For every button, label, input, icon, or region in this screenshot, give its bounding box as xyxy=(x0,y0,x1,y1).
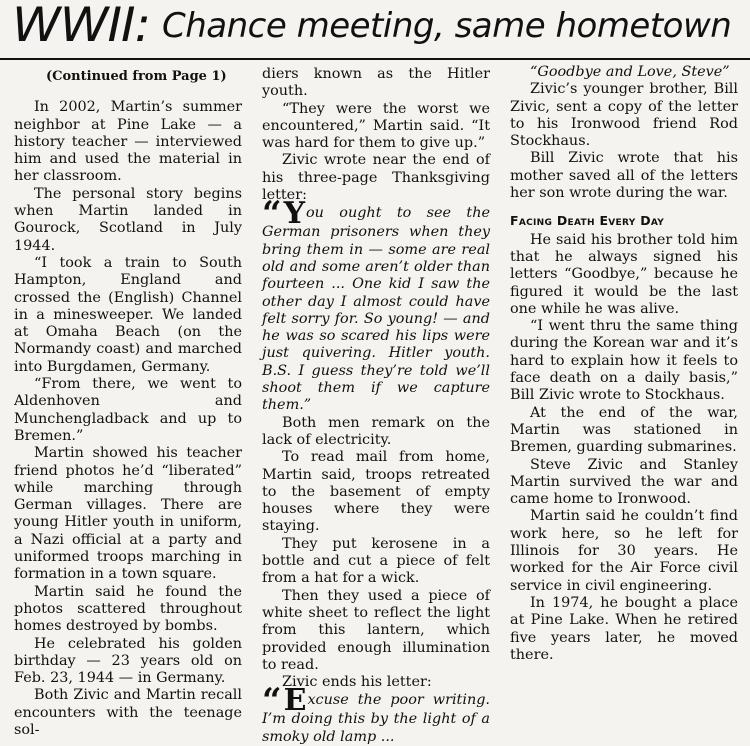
quote-text: xcuse the poor writing. I’m doing this by the light of a smoky old lamp ... xyxy=(262,692,490,745)
paragraph: Martin said he found the photos scattered throughout homes destroyed by bombs. xyxy=(14,583,242,635)
quote-mark: “ xyxy=(262,194,282,235)
paragraph: “From there, we went to Aldenhoven and Munchengladback and up to Bremen.” xyxy=(14,376,242,444)
paragraph: “I went thru the same thing during the Korean war and it’s hard to explain how it feels to face death on a daily basis,” Bill Zivic wrote to Stockhaus. xyxy=(510,318,738,404)
paragraph: Bill Zivic wrote that his mother saved all of the letters her son wrote during the war. xyxy=(510,150,738,202)
paragraph: Martin said he couldn’t find work here, so he left for Illinois for 30 years. He worked for the Air Force civil service in civil engineering. xyxy=(510,508,738,594)
paragraph: Zivic’s younger brother, Bill Zivic, sent a copy of the letter to his Ironwood friend Rod Stockhaus. xyxy=(510,81,738,150)
headline-bar xyxy=(0,0,750,60)
paragraph: Then they used a piece of white sheet to reflect the light from this lantern, which provided enough illumination to read. xyxy=(262,587,490,673)
continued-note: (Continued from Page 1) xyxy=(46,69,227,84)
paragraph: “They were the worst we encountered,” Martin said. “It was hard for them to give up.” xyxy=(262,100,490,152)
quote-mark: “ xyxy=(262,681,282,722)
headline-tag: WWII: xyxy=(12,0,151,53)
paragraph: In 2002, Martin’s summer neighbor at Pine Lake — a history teacher — interviewed him and used the material in her classroom. xyxy=(14,99,242,185)
paragraph: He said his brother told him that he always signed his letters “Goodbye,” because he figured it would be the last one while he was alive. xyxy=(510,231,738,317)
article-column-1 xyxy=(14,66,242,738)
quote-text: ou ought to see the German prisoners when they bring them in — some are real old and some aren’t older than fourteen ... One kid I saw the other day I almost could have felt sorry for. So young! — and he was so scared his lips were just quivering. Hitler youth. B.S. I guess they’re told we’ll shoot them if we capture them.” xyxy=(262,205,490,414)
drop-cap: Y xyxy=(283,196,305,232)
section-subhead: Facing Death Every Day xyxy=(510,213,665,229)
paragraph: They put kerosene in a bottle and cut a piece of felt from a hat for a wick. xyxy=(262,535,490,587)
letter-signature: “Goodbye and Love, Steve” xyxy=(530,64,730,80)
pull-quote-letter xyxy=(262,194,490,414)
article-column-3 xyxy=(510,66,738,670)
article-column-2 xyxy=(262,66,490,745)
paragraph: Both Zivic and Martin recall encounters with the teenage sol- xyxy=(14,687,242,738)
paragraph: The personal story begins when Martin landed in Gourock, Scotland in July 1944. xyxy=(14,185,242,254)
paragraph: Zivic wrote near the end of his three-page Thanksgiving letter: xyxy=(262,152,490,204)
paragraph: He celebrated his golden birthday — 23 years old on Feb. 23, 1944 — in Germany. xyxy=(14,635,242,687)
paragraph: diers known as the Hitler youth. xyxy=(262,66,490,100)
headline-title: Chance meeting, same hometown xyxy=(162,6,732,46)
paragraph: Zivic ends his letter: xyxy=(282,674,432,691)
paragraph: In 1974, he bought a place at Pine Lake. When he retired five years later, he moved there. xyxy=(510,594,738,663)
paragraph: To read mail from home, Martin said, troops retreated to the basement of empty houses where they were staying. xyxy=(262,449,490,535)
drop-cap: E xyxy=(283,683,307,719)
paragraph: Steve Zivic and Stanley Martin survived the war and came home to Ironwood. xyxy=(510,456,738,508)
paragraph: “I took a train to South Hampton, England and crossed the (English) Channel in a minesweeper. We landed at Omaha Beach (on the Normandy coast) and marched into Burgdamen, Germany. xyxy=(14,254,242,375)
paragraph: Both men remark on the lack of electricity. xyxy=(262,414,490,448)
paragraph: At the end of the war, Martin was stationed in Bremen, guarding submarines. xyxy=(510,404,738,456)
paragraph: Martin showed his teacher friend photos he’d “liberated” while marching through German villages. There are young Hitler youth in uniform, a Nazi official at a party and uniformed troops marching in formation in a town square. xyxy=(14,445,242,583)
